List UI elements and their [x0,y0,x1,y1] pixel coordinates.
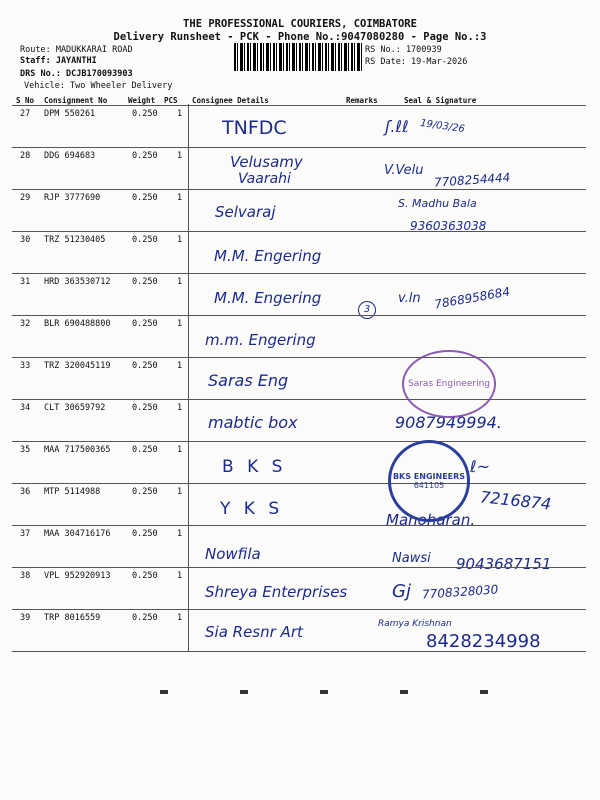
row-weight: 0.250 [132,277,158,287]
row-consignment: CLT 30659792 [44,403,106,413]
row-pcs: 1 [177,445,183,455]
row-weight: 0.250 [132,403,158,413]
table-row [0,147,600,189]
table-row [0,483,600,529]
row-pcs: 1 [177,613,183,623]
table-row [0,399,600,441]
col-consignment: Consignment No [44,96,108,105]
row-sno: 33 [20,361,31,371]
stamp-number: 641105 [413,481,445,490]
signature-phone: 7708254444 [433,170,511,190]
row-weight: 0.250 [132,571,158,581]
row-sno: 28 [20,151,31,161]
row-pcs: 1 [177,319,183,329]
row-weight: 0.250 [132,319,158,329]
row-consignment: MTP 5114988 [44,487,101,497]
col-remarks: Remarks [346,96,378,105]
row-pcs: 1 [177,109,183,119]
row-pcs: 1 [177,193,183,203]
signature-phone: 9360363038 [410,219,487,233]
col-pcs: PCS [164,96,178,105]
row-sno: 35 [20,445,31,455]
row-consignment: DPM 550261 [44,109,96,119]
row-sno: 30 [20,235,31,245]
row-sno: 34 [20,403,31,413]
row-consignment: MAA 304716176 [44,529,111,539]
row-weight: 0.250 [132,613,158,623]
saras-engineering-stamp [402,350,496,418]
table-row [0,441,600,483]
row-pcs: 1 [177,487,183,497]
consignee-handwriting: M.M. Engering [214,289,322,307]
signature-date: 19/03/26 [419,117,466,136]
consignee-handwriting: Velusamy [230,153,303,171]
row-sno: 36 [20,487,31,497]
row-consignment: HRD 363530712 [44,277,111,287]
row-pcs: 1 [177,571,183,581]
consignee-handwriting-line2: Vaarahi [238,171,291,187]
table-row [0,357,600,399]
consignee-handwriting: Saras Eng [208,371,289,390]
row-consignment: BLR 690488800 [44,319,111,329]
table-row [0,609,600,651]
row-weight: 0.250 [132,445,158,455]
circled-count: 3 [358,301,376,319]
row-weight: 0.250 [132,151,158,161]
consignee-handwriting: Sia Resnr Art [205,623,303,641]
col-sno: S No [16,96,35,105]
row-sno: 38 [20,571,31,581]
signature: V.Velu [384,163,424,178]
row-consignment: TRZ 320045119 [44,361,111,371]
rs-number: RS No.: 1700939 [365,45,442,55]
row-weight: 0.250 [132,487,158,497]
signature: Nawsi [392,551,431,566]
row-sno: 31 [20,277,31,287]
row-sno: 32 [20,319,31,329]
signature-scribble: ʃ.ℓℓ [385,117,409,136]
consignee-handwriting: TNFDC [222,117,287,139]
consignee-handwriting: m.m. Engering [205,331,316,349]
consignee-handwriting: Nowfila [205,545,261,563]
row-consignment: TRP 8016559 [44,613,101,623]
signature-phone: 8428234998 [426,631,541,652]
signature-phone: 7216874 [479,487,553,514]
route-label: Route: MADUKKARAI ROAD [20,45,133,55]
row-weight: 0.250 [132,361,158,371]
table-row [0,525,600,573]
row-sno: 29 [20,193,31,203]
row-weight: 0.250 [132,109,158,119]
row-consignment: RJP 3777690 [44,193,101,203]
row-pcs: 1 [177,361,183,371]
row-weight: 0.250 [132,193,158,203]
row-sno: 27 [20,109,31,119]
signature: v.ln [398,291,421,306]
row-consignment: MAA 717500365 [44,445,111,455]
rs-date: RS Date: 19-Mar-2026 [365,57,468,67]
row-weight: 0.250 [132,235,158,245]
signature-phone: 7708328030 [421,582,499,602]
table-row [0,273,600,315]
signature-phone: 9043687151 [456,555,552,573]
table-row [0,231,600,273]
col-consignee: Consignee Details [192,96,269,105]
consignee-handwriting: mabtic box [208,413,298,432]
table-row [0,567,600,609]
row-pcs: 1 [177,403,183,413]
row-weight: 0.250 [132,529,158,539]
vehicle-label: Vehicle: Two Wheeler Delivery [24,81,173,91]
table-row [0,105,600,147]
consignee-handwriting: Shreya Enterprises [205,583,348,601]
stamp-text: Saras Engineering [408,379,490,389]
signature: Ramya Krishnan [378,619,452,629]
bks-engineers-stamp [388,440,470,522]
table-row [0,315,600,357]
row-consignment: DDG 694683 [44,151,96,161]
signature: Manoharan. [386,511,476,529]
col-weight: Weight [128,96,156,105]
row-sno: 37 [20,529,31,539]
signature-phone: 9087949994. [395,413,502,432]
row-pcs: 1 [177,277,183,287]
consignee-handwriting: Selvaraj [215,203,276,221]
barcode [234,43,362,71]
consignee-handwriting: B K S [222,457,287,477]
runsheet-subtitle: Delivery Runsheet - PCK - Phone No.:9047080280 - Page No.:3 [113,31,487,43]
runsheet-title: THE PROFESSIONAL COURIERS, COIMBATORE [183,18,417,30]
signature: S. Madhu Bala [398,197,477,210]
consignee-handwriting: Y K S [220,499,284,519]
consignee-handwriting: M.M. Engering [214,247,322,265]
signature-phone: 7868958684 [433,284,511,312]
signature: Gj [392,581,411,602]
drs-number: DRS No.: DCJB170093903 [20,69,133,79]
col-seal: Seal & Signature [404,96,477,105]
table-row [0,189,600,231]
stamp-text: BKS ENGINEERS [392,472,466,481]
signature-scribble: ℓ~ [470,457,491,476]
row-consignment: VPL 952920913 [44,571,111,581]
row-pcs: 1 [177,151,183,161]
row-consignment: TRZ 51230405 [44,235,106,245]
row-sno: 39 [20,613,31,623]
row-pcs: 1 [177,529,183,539]
row-divider [12,651,586,652]
staff-label: Staff: JAYANTHI [20,56,97,66]
row-pcs: 1 [177,235,183,245]
